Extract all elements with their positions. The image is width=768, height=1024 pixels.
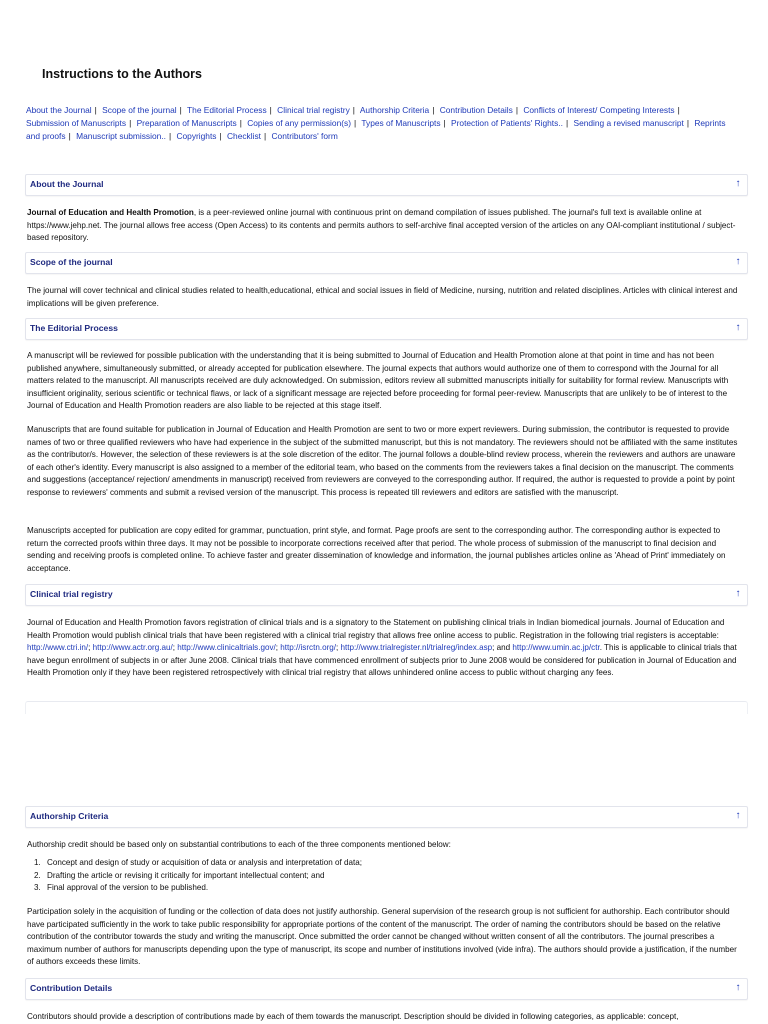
toc-link-checklist[interactable]: Checklist — [227, 131, 261, 141]
and-word: and — [496, 643, 511, 653]
up-arrow-icon[interactable]: ↑ — [735, 256, 741, 267]
editorial-paragraph-1: A manuscript will be reviewed for possible publication with the understanding that it is being submitted to Journal of Education and Health Promotion alone at that point in time and has not been published anywhere, simultaneously submitted, or already accepted for publication elsewhere. The journal expects that authors would authorize one of them to correspond with the Journal for all matters related to the manuscript. All manuscripts received are duly acknowledged. On submission, editors review all submitted manuscripts initially for suitability for formal review. Manuscripts with insufficient originality, serious scientific or technical flaws, or lack of a significant message are rejected before proceeding for formal peer-review. Manuscripts that are unlikely to be of interest to the Journal of Education and Health Promotion readers are also liable to be rejected at this stage itself. — [27, 351, 729, 411]
about-text: , is a peer-reviewed online journal with continuous print on demand compilation of issues published. The journal's full text is available online at https://www.jehp.net. The journal allows free access (Open Access) to its contents and permits authors to self-archive final accepted version of the articles on any OAI-compliant institutional / subject-based repository. — [27, 208, 736, 243]
table-of-contents: About the Journal | Scope of the journal | The Editorial Process | Clinical trial registry | Authorship Criteria | Contribution Details | Conflicts of Interest/ Competing Interests | Submission of Manuscripts | Preparation of Manuscripts | Copies of any permission(s) | Types of Manuscripts | Protection of Patients' Rights.. | Sending a revised manuscript | Reprints and proofs | Manuscript submission.. | Copyrights | Checklist | Contributors' form — [26, 105, 726, 141]
section-header-authorship — [25, 806, 748, 828]
list-item: 3. Final approval of the version to be published. — [43, 882, 743, 895]
registry-link[interactable]: http://www.trialregister.nl/trialreg/index.asp — [340, 643, 493, 653]
toc-link-authorship[interactable]: Authorship Criteria — [359, 105, 430, 115]
toc-link-patients-rights[interactable]: Protection of Patients' Rights.. — [451, 118, 563, 128]
toc-link-about[interactable]: About the Journal — [26, 105, 92, 115]
up-arrow-icon[interactable]: ↑ — [735, 322, 741, 333]
registry-link[interactable]: http://www.umin.ac.jp/ctr — [512, 643, 600, 653]
up-arrow-icon[interactable]: ↑ — [735, 982, 741, 993]
up-arrow-icon[interactable]: ↑ — [735, 810, 741, 821]
section-title: The Editorial Process — [30, 323, 118, 333]
toc-link-manuscript-submission[interactable]: Manuscript submission.. — [76, 131, 166, 141]
up-arrow-icon[interactable]: ↑ — [735, 588, 741, 599]
toc-link-conflicts[interactable]: Conflicts of Interest/ Competing Interests — [523, 105, 675, 115]
clinical-text-a: Journal of Education and Health Promotion favors registration of clinical trials and is a signatory to the Statement on publishing clinical trials in Indian biomedical journals. Journal of Education and Health Promotion would publish clinical trials that have been registered with a clinical trial registry that allows free online access to public. Registration in the following trial registers is acceptable: — [27, 618, 725, 640]
page-title: Instructions to the Authors — [42, 67, 202, 81]
registry-link[interactable]: http://www.clinicaltrials.gov/ — [177, 643, 276, 653]
toc-link-editorial[interactable]: The Editorial Process — [187, 105, 267, 115]
registry-link[interactable]: http://www.actr.org.au/ — [92, 643, 173, 653]
about-paragraph — [27, 207, 741, 245]
section-header-scope — [25, 252, 748, 274]
toc-link-copyrights[interactable]: Copyrights — [176, 131, 217, 141]
empty-content-box — [25, 701, 748, 714]
section-header-contribution — [25, 978, 748, 1000]
scope-paragraph: The journal will cover technical and clinical studies related to health,educational, ethical and social issues in field of Medicine, nursing, nutrition and related disciplines. Articles with clinical interest and implications will be given preference. — [27, 286, 738, 308]
section-title: Clinical trial registry — [30, 589, 113, 599]
list-item: 1. Concept and design of study or acquisition of data or analysis and interpretation of data; — [43, 857, 743, 870]
toc-link-reprints[interactable]: Reprints and proofs — [26, 118, 726, 141]
toc-link-revised[interactable]: Sending a revised manuscript — [573, 118, 684, 128]
section-title: Contribution Details — [30, 983, 113, 993]
authorship-paragraph-2: Participation solely in the acquisition of funding or the collection of data does not justify authorship. General supervision of the research group is not sufficient for authorship. Each contributor should have participated sufficiently in the work to take public responsibility for appropriate portions of the content of the manuscript. The order of naming the contributors should be based on the relative contribution of the contributor towards the study and writing the manuscript. Once submitted the order cannot be changed without written consent of all the contributors. The journal prescribes a maximum number of authors for manuscripts depending upon the type of manuscript, its scope and number of institutions involved (vide infra). The authors should provide a justification, if the number of authors exceeds these limits. — [27, 907, 737, 967]
toc-link-permissions[interactable]: Copies of any permission(s) — [247, 118, 351, 128]
editorial-paragraph-3: Manuscripts accepted for publication are copy edited for grammar, punctuation, print style, and format. Page proofs are sent to the corresponding author. The corresponding author is expected to return the corrected proofs within three days. It may not be possible to incorporate corrections received after that period. The whole process of submission of the manuscript to final decision and sending and receiving proofs is completed online. To achieve faster and greater dissemination of knowledge and information, the journal publishes articles online as 'Ahead of Print' immediately on acceptance. — [27, 526, 726, 573]
authorship-criteria-list — [27, 857, 743, 895]
list-item: 2. Drafting the article or revising it critically for important intellectual content; and — [43, 870, 743, 883]
clinical-text-b: . This is applicable to clinical trials that have begun enrollment of subjects in or after June 2008. Clinical trials that have commenced enrollment of subjects prior to June 2008 would be considered for publication in Journal of Education and Health Promotion only if they have been registered retrospectively with clinical trial registry that allows unhindered online access to public without charging any fees. — [27, 643, 737, 678]
registry-link[interactable]: http://www.ctri.in/ — [27, 643, 89, 653]
toc-link-preparation[interactable]: Preparation of Manuscripts — [136, 118, 237, 128]
toc-link-contribution[interactable]: Contribution Details — [439, 105, 513, 115]
section-header-editorial — [25, 318, 748, 340]
contribution-paragraph: Contributors should provide a description of contributions made by each of them towards the manuscript. Description should be divided in following categories, as applicable: concept, — [27, 1012, 679, 1021]
up-arrow-icon[interactable]: ↑ — [735, 178, 741, 189]
journal-name: Journal of Education and Health Promotion — [27, 208, 194, 217]
section-title: Authorship Criteria — [30, 811, 109, 821]
toc-link-clinical[interactable]: Clinical trial registry — [277, 105, 350, 115]
toc-link-types[interactable]: Types of Manuscripts — [361, 118, 441, 128]
section-title: About the Journal — [30, 179, 104, 189]
toc-link-scope[interactable]: Scope of the journal — [102, 105, 177, 115]
clinical-paragraph: Journal of Education and Health Promotion favors registration of clinical trials and is a signatory to the Statement on publishing clinical trials in Indian biomedical journals. Journal of Education and Health Promotion would publish clinical trials that have been registered with a clinical trial registry that allows free online access to public. Registration in the following trial registers is acceptable: http://www.ctri.in/; http://www.actr.org.au/; http://www.clinicaltrials.gov/; http://isrctn.org/; http://www.trialregister.nl/trialreg/index.asp; and http://www.umin.ac.jp/ctr. This is applicable to clinical trials that have begun enrollment of subjects in or after June 2008. Clinical trials that have commenced enrollment of subjects prior to June 2008 would be considered for publication in Journal of Education and Health Promotion only if they have been registered retrospectively with clinical trial registry that allows unhindered online access to public without charging any fees. — [27, 618, 737, 678]
editorial-paragraph-2: Manuscripts that are found suitable for publication in Journal of Education and Health Promotion are sent to two or more expert reviewers. During submission, the contributor is requested to provide names of two or three qualified reviewers who have had experience in the subject of the submitted manuscript, but this is not mandatory. The reviewers should not be affiliated with the same institutes as the contributor/s. However, the selection of these reviewers is at the sole discretion of the editor. The journal follows a double-blind review process, wherein the reviewers and authors are unaware of each other's identity. Every manuscript is also assigned to a member of the editorial team, who based on the comments from the reviewers takes a final decision on the manuscript. The comments and suggestions (acceptance/ rejection/ amendments in manuscript) received from reviewers are conveyed to the corresponding author. If required, the author is requested to provide a point by point response to reviewers' comments and submit a revised version of the manuscript. This process is repeated till reviewers and editors are satisfied with the manuscript. — [27, 425, 738, 497]
section-header-clinical — [25, 584, 748, 606]
registry-link[interactable]: http://isrctn.org/ — [280, 643, 337, 653]
section-header-about — [25, 174, 748, 196]
toc-link-submission[interactable]: Submission of Manuscripts — [26, 118, 127, 128]
authorship-intro: Authorship credit should be based only on substantial contributions to each of the three components mentioned below: — [27, 840, 451, 849]
toc-link-contributors-form[interactable]: Contributors' form — [271, 131, 338, 141]
section-title: Scope of the journal — [30, 257, 113, 267]
